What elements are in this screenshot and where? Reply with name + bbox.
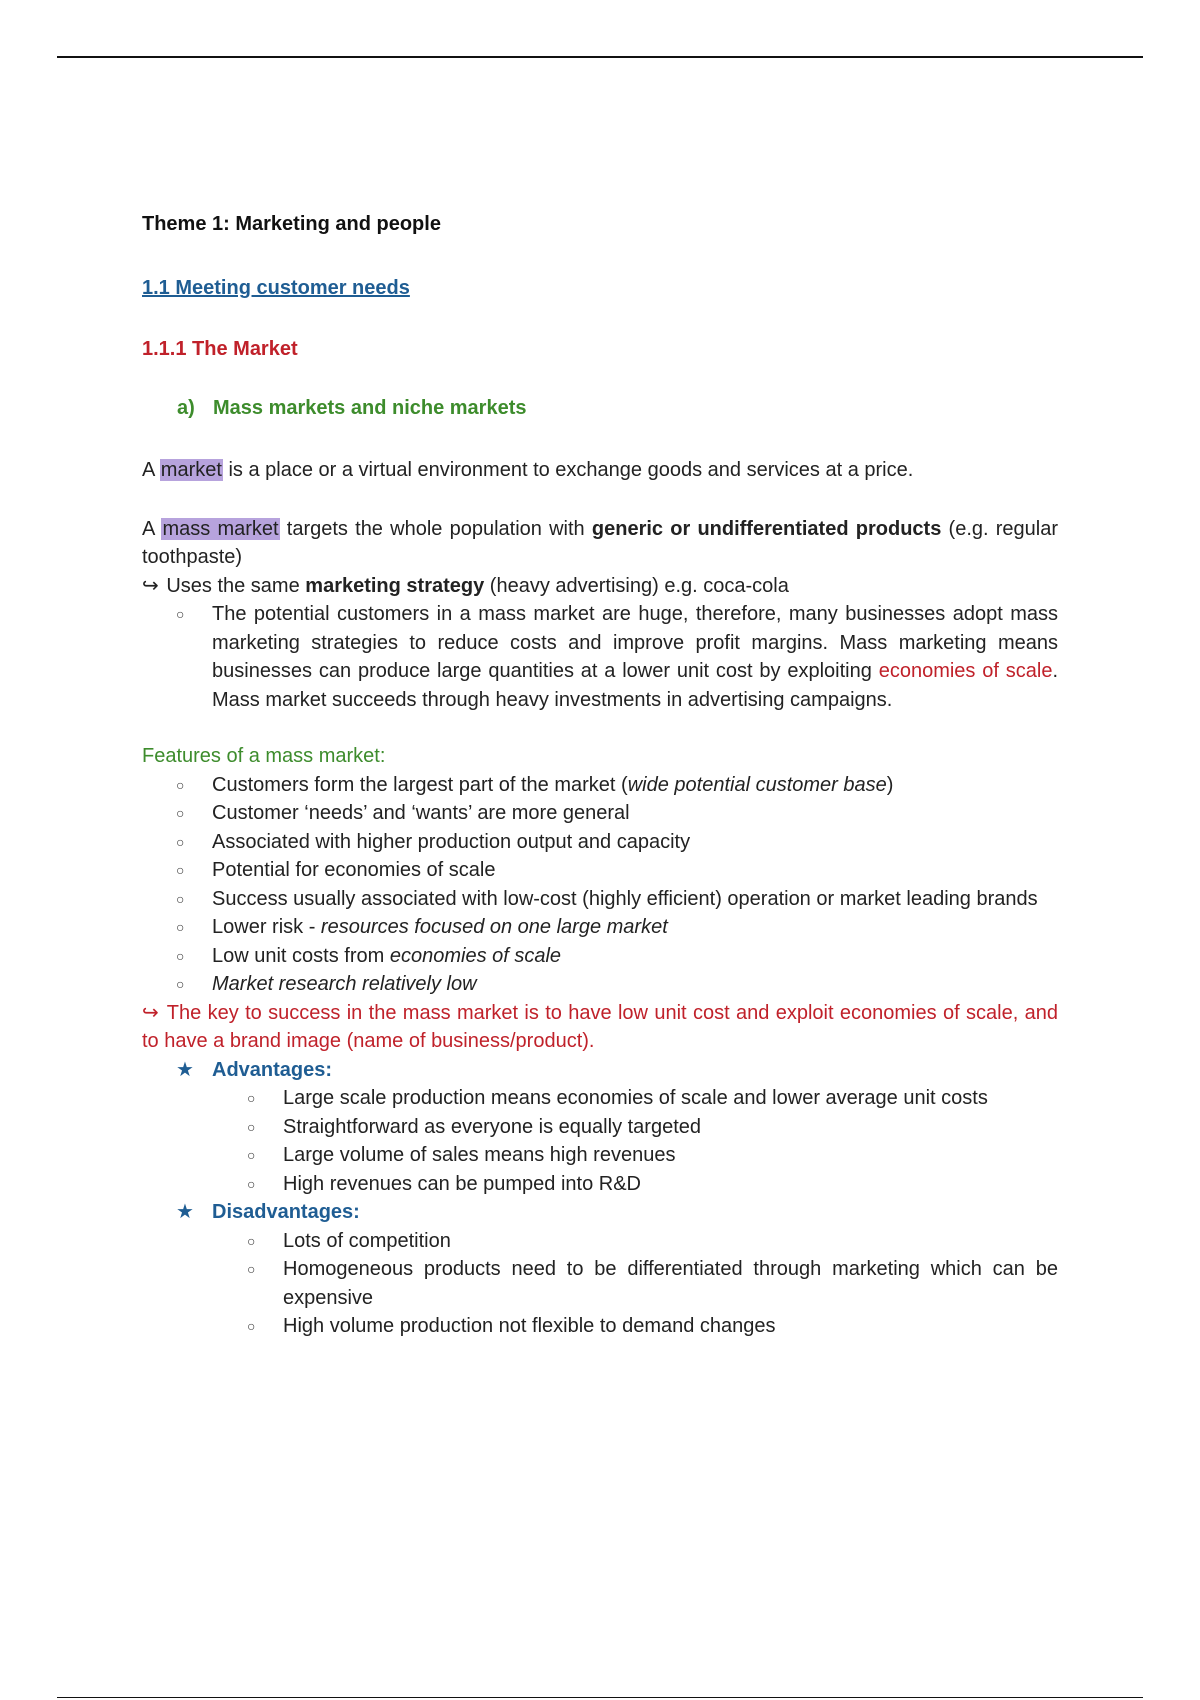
feature-7-pre: Low unit costs from bbox=[212, 944, 390, 967]
list-item bbox=[142, 799, 1058, 828]
mass-def-bold: generic or undifferentiated products bbox=[591, 517, 942, 540]
list-item bbox=[142, 1227, 1058, 1256]
circle-bullet-icon: ○ bbox=[176, 776, 185, 793]
circle-bullet-icon: ○ bbox=[176, 833, 185, 850]
circle-bullet-icon: ○ bbox=[176, 805, 185, 821]
circle-bullet-icon: ○ bbox=[247, 1232, 256, 1249]
market-definition bbox=[142, 456, 1058, 485]
list-item bbox=[142, 1084, 1058, 1113]
document-body bbox=[142, 210, 1058, 1341]
list-item bbox=[142, 771, 1058, 800]
disadvantage-item: Homogeneous products need to be differentiated through marketing which can be expensive bbox=[283, 1258, 1058, 1309]
mass-para-part2: . Mass market succeeds through heavy investments in advertising campaigns. bbox=[212, 660, 1059, 711]
star-icon: ★ bbox=[176, 1058, 194, 1081]
features-list bbox=[142, 771, 1058, 999]
subheading bbox=[177, 394, 1058, 423]
uses-pre: Uses the same bbox=[160, 574, 306, 597]
feature-5: Success usually associated with low-cost (highly efficient) operation or market leading brands bbox=[212, 887, 1038, 910]
highlight-term-market: market bbox=[160, 459, 222, 481]
list-item bbox=[142, 885, 1058, 914]
advantages-heading bbox=[142, 1056, 1058, 1085]
feature-1-pre: Customers form the largest part of the market ( bbox=[212, 773, 628, 796]
mass-def-mid: targets the whole population with bbox=[279, 517, 592, 540]
circle-bullet-icon: ○ bbox=[247, 1175, 256, 1192]
circle-bullet-icon: ○ bbox=[176, 606, 185, 622]
advantage-item: High revenues can be pumped into R&D bbox=[283, 1172, 641, 1195]
mass-para-red: economies of scale bbox=[878, 660, 1053, 682]
feature-2: Customer ‘needs’ and ‘wants’ are more general bbox=[212, 802, 630, 824]
circle-bullet-icon: ○ bbox=[247, 1118, 256, 1135]
uses-bold: marketing strategy bbox=[305, 574, 485, 597]
section-heading[interactable]: 1.1 Meeting customer needs bbox=[142, 276, 410, 299]
circle-bullet-icon: ○ bbox=[176, 976, 185, 992]
list-item bbox=[142, 1312, 1058, 1341]
circle-bullet-icon: ○ bbox=[247, 1090, 256, 1106]
highlight-term-mass-market: mass market bbox=[162, 517, 279, 540]
mass-def-prefix: A bbox=[142, 517, 162, 540]
disadvantage-item: Lots of competition bbox=[283, 1229, 451, 1252]
mass-def-rest: (e.g. regular toothpaste) bbox=[142, 517, 1059, 568]
mass-market-definition bbox=[142, 515, 1058, 572]
list-item bbox=[142, 913, 1058, 942]
feature-1-post: ) bbox=[886, 773, 894, 796]
circle-bullet-icon: ○ bbox=[176, 947, 185, 964]
circle-bullet-icon: ○ bbox=[176, 862, 185, 878]
subheading-text: Mass markets and niche markets bbox=[213, 396, 527, 419]
feature-6-italic: resources focused on one large market bbox=[320, 916, 668, 938]
subheading-label: a) bbox=[177, 396, 195, 419]
list-item bbox=[142, 970, 1058, 999]
circle-bullet-icon: ○ bbox=[247, 1318, 256, 1334]
advantage-item: Straightforward as everyone is equally targeted bbox=[283, 1115, 702, 1138]
features-title: Features of a mass market: bbox=[142, 745, 386, 767]
list-item bbox=[142, 856, 1058, 885]
advantages-list bbox=[142, 1084, 1058, 1198]
disadvantages-list bbox=[142, 1227, 1058, 1341]
circle-bullet-icon: ○ bbox=[176, 890, 185, 907]
list-item bbox=[142, 1141, 1058, 1170]
feature-6-pre: Lower risk - bbox=[212, 916, 321, 938]
feature-1-italic: wide potential customer base bbox=[627, 773, 887, 796]
key-to-success-line bbox=[142, 999, 1058, 1056]
circle-bullet-icon: ○ bbox=[247, 1261, 256, 1277]
top-rule bbox=[57, 56, 1143, 58]
disadvantages-title: Disadvantages: bbox=[212, 1201, 360, 1223]
advantage-item: Large scale production means economies of scale and lower average unit costs bbox=[283, 1087, 988, 1109]
list-item bbox=[142, 1170, 1058, 1199]
list-item bbox=[142, 828, 1058, 857]
page-title: Theme 1: Marketing and people bbox=[142, 213, 441, 235]
feature-8-italic: Market research relatively low bbox=[212, 973, 477, 995]
list-item bbox=[142, 942, 1058, 971]
circle-bullet-icon: ○ bbox=[176, 919, 185, 935]
list-item bbox=[142, 1113, 1058, 1142]
feature-4: Potential for economies of scale bbox=[212, 859, 496, 881]
subsection-heading: 1.1.1 The Market bbox=[142, 338, 298, 360]
market-def-rest: is a place or a virtual environment to exchange goods and services at a price. bbox=[222, 459, 914, 481]
list-item bbox=[142, 600, 1058, 714]
feature-7-italic: economies of scale bbox=[389, 944, 562, 967]
star-icon: ★ bbox=[176, 1201, 194, 1223]
key-line-text: The key to success in the mass market is to have low unit cost and exploit economies of scale, and to have a brand image (name of business/product). bbox=[142, 1001, 1058, 1052]
advantage-item: Large volume of sales means high revenues bbox=[283, 1144, 676, 1166]
uses-rest: (heavy advertising) e.g. coca-cola bbox=[484, 574, 789, 597]
list-item bbox=[142, 1255, 1058, 1312]
market-def-prefix: A bbox=[142, 459, 160, 481]
arrow-icon: ↪ bbox=[142, 1001, 159, 1024]
arrow-icon: ↪ bbox=[142, 574, 159, 597]
mass-para-part1: The potential customers in a mass market are huge, therefore, many businesses adopt mass marketing strategies to reduce costs and improve profit margins. Mass marketing means businesses can produce large quantities at a lower unit cost by exploiting bbox=[212, 603, 1058, 682]
advantages-title: Advantages: bbox=[212, 1058, 333, 1081]
disadvantage-item: High volume production not flexible to demand changes bbox=[283, 1315, 776, 1337]
circle-bullet-icon: ○ bbox=[247, 1147, 256, 1163]
bottom-rule bbox=[57, 1697, 1143, 1698]
mass-market-explanation-list bbox=[142, 600, 1058, 714]
feature-3: Associated with higher production output and capacity bbox=[212, 830, 691, 853]
disadvantages-heading bbox=[142, 1198, 1058, 1227]
uses-line bbox=[142, 572, 1058, 601]
